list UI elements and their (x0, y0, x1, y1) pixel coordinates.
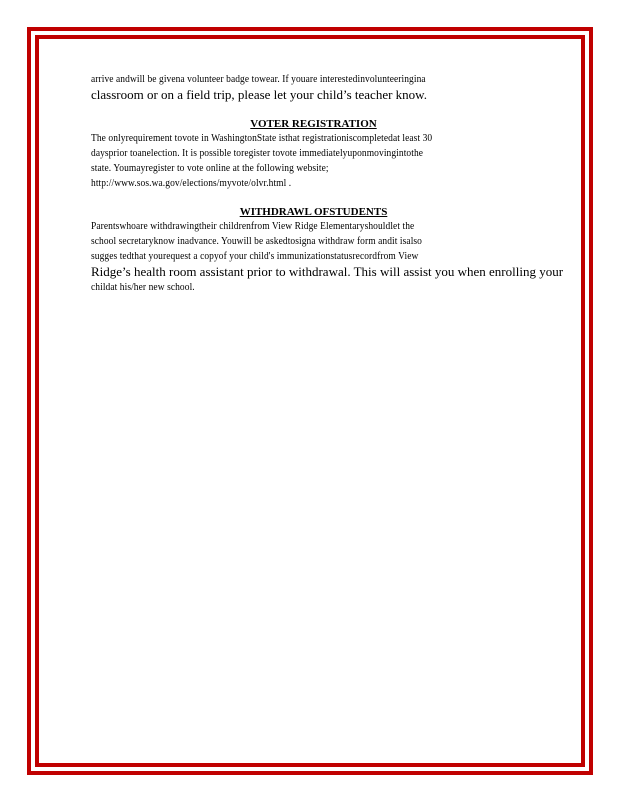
voter-website-link[interactable]: http://www.sos.wa.gov/elections/myvote/olvr.html . (91, 177, 292, 189)
voter-registration-heading: VOTER REGISTRATION (250, 118, 377, 130)
voter-line-3: state. Youmayregister to vote online at the following website; (91, 162, 329, 174)
intro-line-2: classroom or on a field trip, please let your child’s teacher know. (91, 87, 427, 102)
voter-line-2: daysprior toanelection. It is possible toregister tovote immediatelyuponmovingintothe (91, 147, 424, 159)
withdrawal-line-2: school secretaryknow inadvance. Youwill be askedtosigna withdraw form andit isalso (91, 235, 422, 247)
withdrawal-line-1: Parentswhoare withdrawingtheir childrenfrom View Ridge Elementaryshouldlet the (91, 220, 415, 232)
intro-line-1: arrive andwill be givena volunteer badge towear. If youare interestedinvolunteeringina (91, 73, 426, 85)
withdrawal-line-5: childat his/her new school. (91, 281, 195, 293)
document-body (91, 72, 564, 295)
withdrawal-line-4: Ridge’s health room assistant prior to withdrawal. This will assist you when enrolling your (91, 264, 564, 279)
withdrawal-line-3: sugges tedthat yourequest a copyof your child's immunizationstatusrecordfrom View (91, 250, 419, 262)
voter-line-1: The onlyrequirement tovote in WashingtonState isthat registrationiscompletedat least 30 (91, 132, 433, 144)
withdrawal-heading: WITHDRAWL OFSTUDENTS (239, 206, 388, 218)
